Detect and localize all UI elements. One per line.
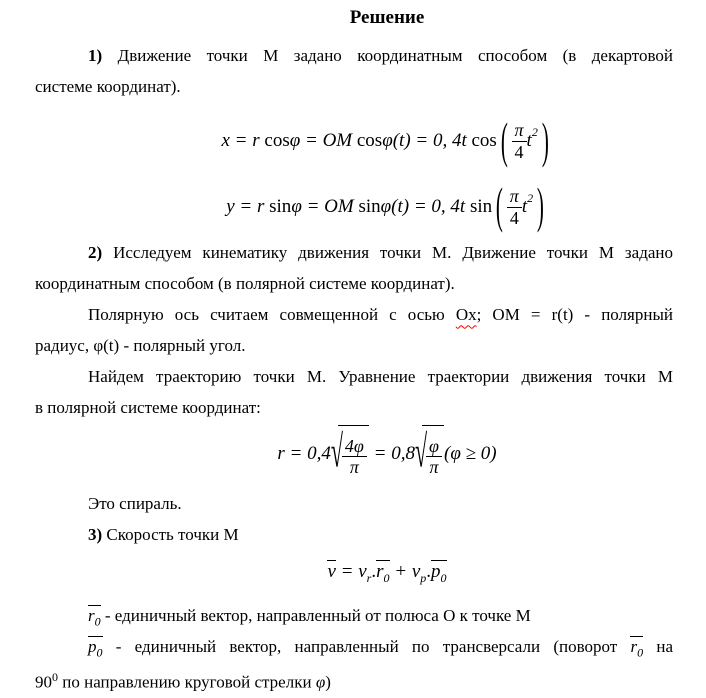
- sin-function: sin: [469, 195, 493, 217]
- cos-function: cos: [471, 130, 497, 151]
- paragraph-8-line-1: [35, 631, 673, 662]
- vector-r0: [88, 605, 101, 629]
- paragraph-8-text: по направлению круговой стрелки: [58, 672, 316, 692]
- equation-trajectory: [101, 425, 673, 484]
- multiplication-dot: .: [426, 561, 432, 583]
- fraction-4phi-over-pi: [342, 437, 367, 478]
- vector-p0-letter: p: [431, 561, 441, 583]
- left-paren: (: [495, 179, 503, 235]
- vector-r0-subscript: 0: [94, 614, 101, 629]
- vector-r0-subscript: 0: [383, 571, 390, 586]
- cos-function: cos: [264, 130, 290, 151]
- right-paren: ): [536, 179, 544, 235]
- paragraph-7-text: - единичный вектор, направленный от полюса О к точке М: [100, 606, 531, 626]
- v-p-term: v: [411, 561, 421, 583]
- sin-function: sin: [358, 195, 381, 217]
- plus-sign: +: [389, 561, 412, 583]
- vector-r0-letter: r: [88, 606, 95, 626]
- vector-p0-subscript: 0: [96, 645, 103, 660]
- vector-p0: [431, 560, 447, 585]
- paragraph-8-text: на: [643, 637, 673, 657]
- fraction-numerator: π: [507, 187, 522, 208]
- paragraph-4-line-1: Найдем траекторию точки М. Уравнение траектории движения точки М: [88, 367, 673, 387]
- equation-velocity: [101, 552, 673, 598]
- paragraph-2-text: Исследуем кинематику движения точки М. Движение точки М задано: [102, 243, 673, 263]
- left-paren: (: [500, 114, 508, 170]
- exponent-2: 2: [531, 125, 538, 139]
- right-paren: ): [541, 114, 549, 170]
- paragraph-1-line-2: системе координат).: [35, 77, 181, 96]
- angle-value: 90: [35, 672, 52, 692]
- sqrt-icon: √: [414, 425, 428, 477]
- paragraph-4-line-2: в полярной системе координат:: [35, 398, 261, 418]
- equation-velocity-block: [35, 552, 673, 598]
- vector-r0-letter: r: [630, 637, 638, 657]
- paragraph-2: [35, 237, 673, 299]
- vector-p0-subscript: 0: [440, 571, 447, 586]
- t-variable: t: [526, 130, 532, 151]
- paragraph-8-text: ): [325, 672, 331, 692]
- vector-r0: [376, 560, 389, 585]
- paragraph-8-line-2: [35, 662, 673, 698]
- subscript-p: p: [420, 571, 427, 586]
- fraction-pi-over-4: [507, 187, 522, 228]
- equals-sign: =: [335, 561, 359, 583]
- equations-xy-block: [35, 104, 673, 235]
- paragraph-1: [35, 40, 673, 102]
- equation-y-part: φ = OM: [291, 195, 359, 217]
- fraction-phi-over-pi: [426, 437, 442, 478]
- paragraph-1-line-1: [35, 40, 673, 71]
- sqrt-term-1: [331, 425, 369, 484]
- equation-x-part: φ(t) = 0, 4t: [382, 130, 472, 151]
- vector-r0: [630, 636, 643, 660]
- fraction-denominator: π: [349, 457, 359, 478]
- vector-p0-letter: p: [88, 637, 97, 657]
- equation-r-part: = 0,8: [368, 443, 415, 465]
- paragraph-8-text: - единичный вектор, направленный по трансверсали (поворот: [102, 637, 631, 657]
- exponent-2: 2: [527, 190, 534, 205]
- vector-p0: [88, 636, 103, 660]
- equation-r-condition: (φ ≥ 0): [444, 443, 497, 465]
- degree-superscript: 0: [52, 670, 58, 685]
- vector-v: v: [327, 561, 336, 583]
- paragraph-5: Это спираль.: [88, 494, 182, 514]
- sqrt-term-2: [415, 425, 444, 484]
- paragraph-6-text: Скорость точки М: [102, 525, 239, 545]
- fraction-numerator: φ: [426, 437, 442, 458]
- paragraph-4: [35, 361, 673, 423]
- equation-r-part: r = 0,4: [277, 443, 331, 465]
- sin-function: sin: [269, 195, 292, 217]
- fraction-denominator: π: [429, 457, 439, 478]
- v-r-term: v: [358, 561, 367, 583]
- paragraph-6: [35, 519, 673, 550]
- equation-trajectory-block: [35, 425, 673, 484]
- equation-x-part: x = r: [221, 130, 265, 151]
- paragraph-3-text: ; ОМ = r(t) - полярный: [476, 305, 673, 325]
- paragraph-2-line-2: координатным способом (в полярной системе координат).: [35, 274, 455, 294]
- paragraph-3: [35, 299, 673, 361]
- equation-y: [101, 170, 673, 236]
- fraction-numerator: π: [512, 121, 527, 142]
- equation-x: [101, 104, 673, 170]
- paragraph-2-line-1: [35, 237, 673, 268]
- subscript-r: r: [366, 571, 372, 586]
- paragraph-3-text: Полярную ось считаем совмещенной с осью: [88, 305, 456, 325]
- equation-y-part: φ(t) = 0, 4t: [380, 195, 470, 217]
- t-variable: t: [521, 195, 528, 217]
- paragraph-1-text: Движение точки М задано координатным способом (в декартовой: [102, 46, 673, 65]
- cos-function: cos: [356, 130, 383, 151]
- page-title: Решение: [349, 7, 425, 28]
- vector-r0-letter: r: [376, 561, 384, 583]
- fraction-denominator: 4: [514, 142, 524, 163]
- vector-r0-subscript: 0: [637, 645, 644, 660]
- paragraph-3-line-2: радиус, φ(t) - полярный угол.: [35, 336, 246, 356]
- item-number-2: 2): [88, 243, 103, 263]
- item-number-1: 1): [88, 46, 103, 65]
- fraction-denominator: 4: [509, 207, 519, 228]
- equation-x-part: φ = OM: [289, 130, 357, 151]
- paragraph-7: [35, 600, 673, 631]
- fraction-numerator: 4φ: [342, 437, 367, 458]
- fraction-pi-over-4: [512, 121, 527, 162]
- misspelled-word: Ox: [455, 305, 477, 325]
- equation-y-part: y = r: [226, 195, 270, 217]
- sqrt-icon: √: [330, 425, 343, 477]
- item-number-3: 3): [88, 525, 103, 545]
- paragraph-8: [35, 631, 673, 698]
- phi-symbol: φ: [315, 672, 326, 692]
- multiplication-dot: .: [371, 561, 377, 583]
- paragraph-3-line-1: [35, 299, 673, 330]
